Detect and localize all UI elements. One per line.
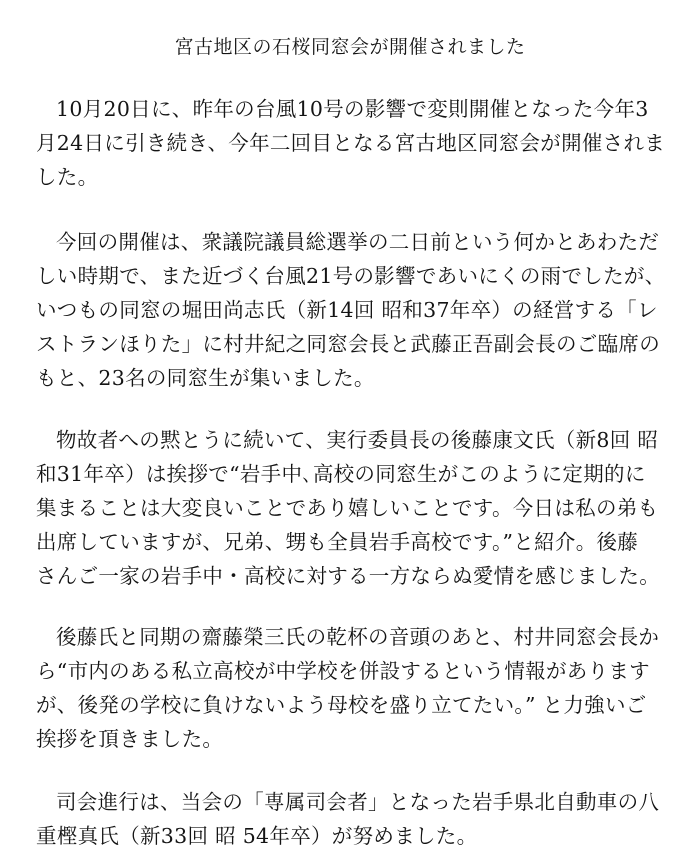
paragraph-1	[36, 92, 676, 194]
text-line: ら“市内のある私立高校が中学校を併設するという情報があります	[36, 659, 650, 683]
text-line: 出席していますが、兄弟、甥も全員岩手高校です。”と紹介。後藤	[36, 530, 639, 554]
text-line: 月24日に引き続き、今年二回目となる宮古地区同窓会が開催されま	[36, 131, 666, 155]
text-line: しい時期で、また近づく台風21号の影響であいにくの雨でしたが、	[36, 264, 666, 288]
text-line: さんご一家の岩手中・高校に対する一方ならぬ愛情を感じました。	[36, 564, 660, 588]
text-line: もと、23名の同窓生が集いました。	[36, 366, 375, 390]
text-line: 挨拶を頂きました。	[36, 727, 224, 751]
paragraph-4	[36, 620, 676, 756]
document-title: 宮古地区の石桜同窓会が開催されました	[174, 36, 526, 58]
text-line: が、後発の学校に負けないよう母校を盛り立てたい。” と力強いご	[36, 693, 647, 717]
text-line: 集まることは大変良いことであり嬉しいことです。今日は私の弟も	[36, 496, 659, 520]
text-line: 司会進行は、当会の「専属司会者」となった岩手県北自動車の八	[56, 790, 660, 814]
text-line: 和31年卒）は挨拶で“岩手中､高校の同窓生がこのように定期的に	[36, 462, 646, 486]
paragraph-3	[36, 423, 676, 593]
text-line: 今回の開催は、衆議院議員総選挙の二日前という何かとあわただ	[56, 230, 660, 254]
text-line: 重樫真氏（新33回 昭 54年卒）が努めました。	[36, 824, 478, 848]
text-line: いつもの同窓の堀田尚志氏（新14回 昭和37年卒）の経営する「レ	[36, 298, 658, 322]
text-line: 10月20日に、昨年の台風10号の影響で変則開催となった今年3	[56, 97, 649, 121]
paragraph-5	[36, 785, 676, 853]
text-line: した。	[36, 165, 99, 189]
text-line: 後藤氏と同期の齋藤榮三氏の乾杯の音頭のあと、村井同窓会長か	[56, 625, 660, 649]
paragraph-2	[36, 225, 676, 395]
text-line: 物故者への黙とうに続いて、実行委員長の後藤康文氏（新8回 昭	[56, 428, 659, 452]
text-line: ストランほりた」に村井紀之同窓会長と武藤正吾副会長のご臨席の	[36, 332, 660, 356]
